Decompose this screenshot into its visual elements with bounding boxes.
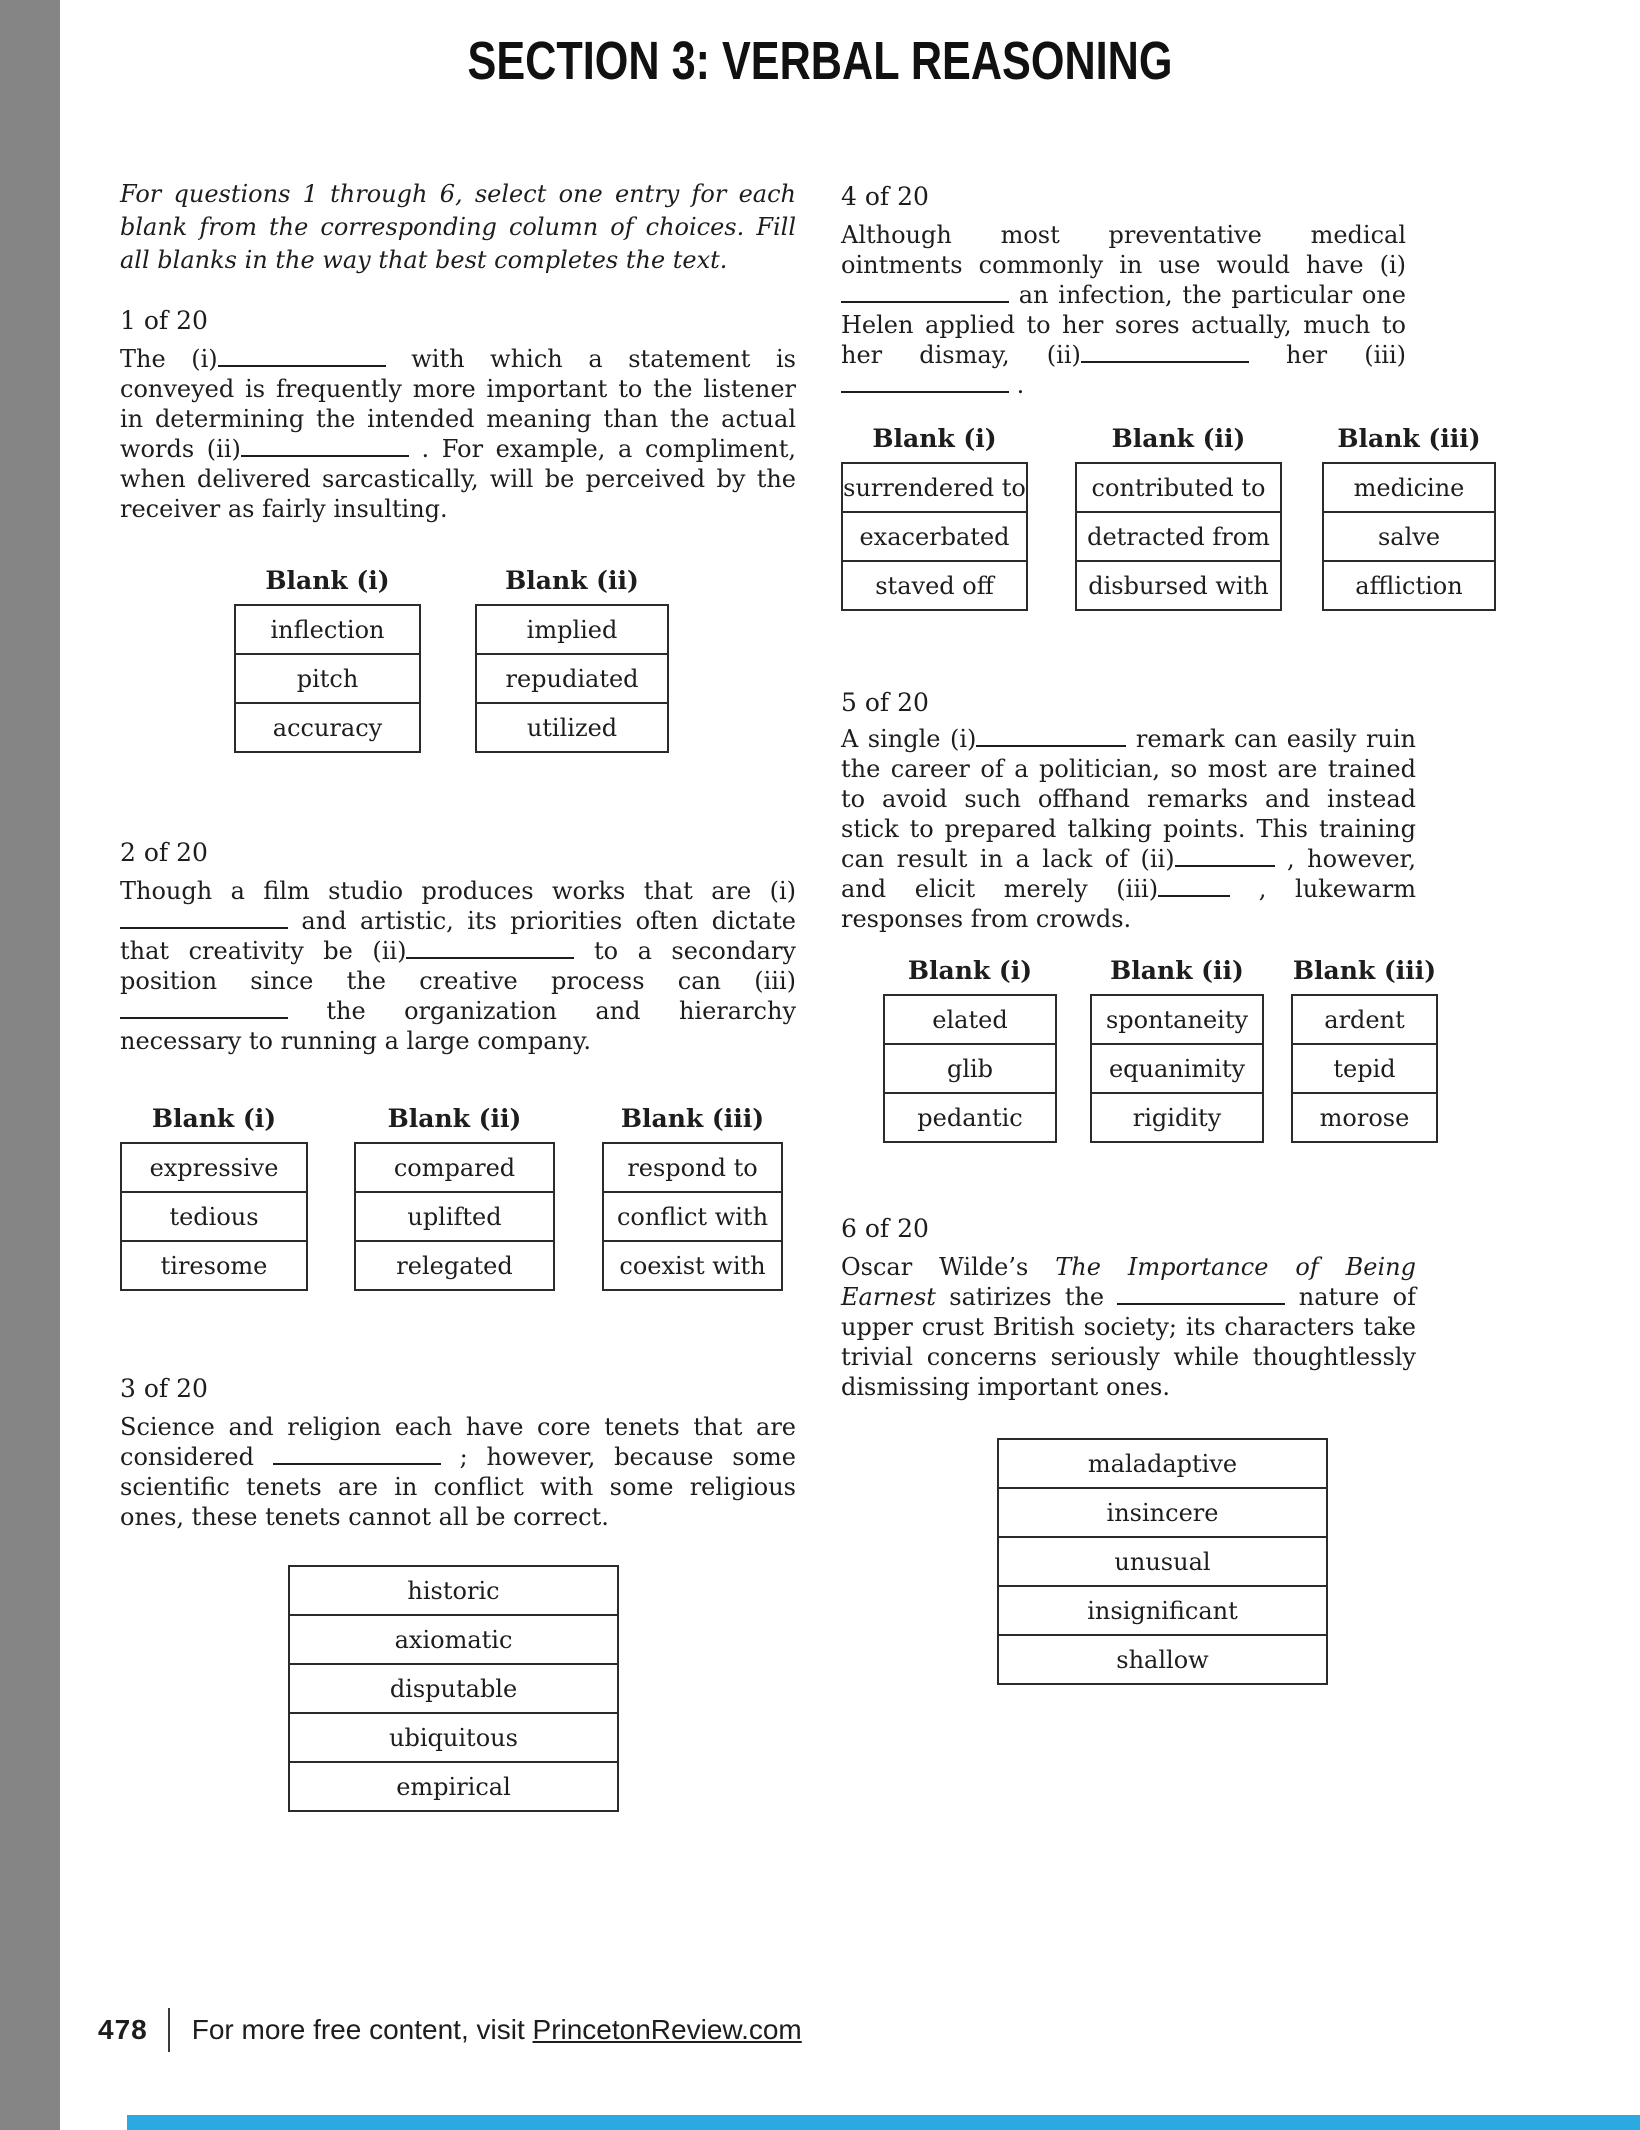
- option-cell: relegated: [356, 1240, 553, 1289]
- answer-blank: [406, 937, 574, 959]
- option-cell: expressive: [149, 1153, 279, 1182]
- blank-column-header: Blank (iii): [1292, 956, 1437, 985]
- option-cell: elated: [932, 1005, 1008, 1034]
- answer-blank: [1117, 1283, 1285, 1305]
- question-4-seg3: her (iii): [1248, 341, 1406, 369]
- option-cell: accuracy: [236, 702, 419, 751]
- question-5-seg4: , lukewarm responses from crowds.: [841, 875, 1416, 933]
- question-6-seg2: satirizes the: [935, 1283, 1118, 1311]
- question-4-blank-tables: [841, 424, 1496, 611]
- blank-column-i: [234, 566, 421, 753]
- option-cell: utilized: [477, 702, 667, 751]
- option-cell: tepid: [1293, 1043, 1436, 1092]
- options-table: [602, 1142, 783, 1291]
- option-cell: glib: [885, 1043, 1055, 1092]
- question-5-seg1: A single (i): [841, 725, 977, 753]
- question-2-body: [120, 876, 796, 1056]
- blank-column-header: Blank (ii): [1111, 424, 1246, 453]
- options-table: [1075, 462, 1282, 611]
- answer-blank: [976, 725, 1126, 747]
- option-cell: exacerbated: [843, 511, 1026, 560]
- footer-link[interactable]: PrincetonReview.com: [532, 2014, 802, 2045]
- left-gray-margin-bar: [0, 0, 60, 2130]
- option-cell: tedious: [122, 1191, 306, 1240]
- options-table: [883, 994, 1057, 1143]
- option-cell: pedantic: [885, 1092, 1055, 1141]
- option-cell: shallow: [999, 1634, 1326, 1683]
- blank-column-header: Blank (i): [151, 1104, 277, 1133]
- question-1-body: [120, 344, 796, 524]
- option-cell: repudiated: [477, 653, 667, 702]
- question-4-body: [841, 220, 1406, 400]
- question-1-number: 1 of 20: [120, 306, 208, 335]
- option-cell: affliction: [1324, 560, 1494, 609]
- option-cell: maladaptive: [1087, 1449, 1238, 1478]
- footer-divider: [168, 2008, 170, 2052]
- question-3-number: 3 of 20: [120, 1374, 208, 1403]
- option-cell: rigidity: [1092, 1092, 1262, 1141]
- question-5-number: 5 of 20: [841, 688, 929, 717]
- option-cell: compared: [393, 1153, 516, 1182]
- options-table: [234, 604, 421, 753]
- blank-column-header: Blank (i): [872, 424, 997, 453]
- option-cell: disputable: [290, 1663, 617, 1712]
- option-cell: tiresome: [122, 1240, 306, 1289]
- footer: [98, 2008, 802, 2052]
- option-cell: contributed to: [1091, 473, 1266, 502]
- answer-blank: [1081, 341, 1249, 363]
- answer-blank: [273, 1443, 441, 1465]
- answer-blank: [120, 997, 288, 1019]
- answer-blank: [241, 435, 409, 457]
- question-2-seg2: and artistic, its priorities often dictate that creativity be (ii): [120, 907, 796, 965]
- option-cell: surrendered to: [843, 473, 1026, 502]
- question-4-seg1: Although most preventative medical ointments commonly in use would have (i): [841, 221, 1406, 279]
- book-title-italic: The Importance of Being Earnest: [841, 1253, 1416, 1311]
- answer-blank: [841, 371, 1009, 393]
- blank-column-header: Blank (ii): [387, 1104, 522, 1133]
- blank-column-header: Blank (i): [265, 566, 390, 595]
- question-1-seg1: The (i): [120, 345, 218, 373]
- question-5-seg2: remark can easily ruin the career of a politician, so most are trained to avoid such offhand remarks and instead stick to prepared talking points. This training can result in a lack of (ii): [841, 725, 1417, 873]
- question-5-seg3: , however, and elicit merely (iii): [841, 845, 1416, 903]
- option-cell: historic: [407, 1576, 500, 1605]
- question-1-blank-tables: [120, 566, 669, 753]
- option-cell: insignificant: [999, 1585, 1326, 1634]
- options-table: [1291, 994, 1438, 1143]
- question-1-seg2: with which a statement is conveyed is frequently more important to the listener in determining the intended meaning than the actual words (ii): [120, 345, 796, 463]
- blank-column-ii: [1075, 424, 1282, 611]
- question-6-seg3: nature of upper crust British society; its characters take trivial concerns seriously while thoughtlessly dismissing important ones.: [841, 1283, 1416, 1401]
- blank-column-i: [120, 1104, 308, 1291]
- answer-blank: [841, 281, 1009, 303]
- option-cell: coexist with: [604, 1240, 781, 1289]
- question-6-seg1: Oscar Wilde’s: [841, 1253, 1056, 1281]
- options-table: [1090, 994, 1264, 1143]
- option-cell: ardent: [1324, 1005, 1405, 1034]
- question-5-body: [841, 724, 1416, 934]
- option-cell: respond to: [627, 1153, 758, 1182]
- option-cell: pitch: [236, 653, 419, 702]
- bottom-accent-bar: [127, 2115, 1640, 2130]
- blank-column-i: [841, 424, 1028, 611]
- question-6-options-table: [997, 1438, 1328, 1685]
- option-cell: implied: [526, 615, 618, 644]
- option-cell: empirical: [290, 1761, 617, 1810]
- blank-column-ii: [475, 566, 669, 753]
- question-2-seg1: Though a film studio produces works that are (i): [120, 877, 796, 905]
- question-2-blank-tables: [120, 1104, 783, 1291]
- answer-blank: [120, 907, 288, 929]
- option-cell: axiomatic: [290, 1614, 617, 1663]
- blank-column-header: Blank (iii): [1337, 424, 1481, 453]
- option-cell: unusual: [999, 1536, 1326, 1585]
- question-3-options-table: [288, 1565, 619, 1812]
- question-2-number: 2 of 20: [120, 838, 208, 867]
- option-cell: insincere: [999, 1487, 1326, 1536]
- answer-blank: [218, 345, 386, 367]
- option-cell: equanimity: [1092, 1043, 1262, 1092]
- option-cell: morose: [1293, 1092, 1436, 1141]
- question-4-seg4: .: [1009, 371, 1025, 399]
- options-table: [841, 462, 1028, 611]
- option-cell: staved off: [843, 560, 1026, 609]
- option-cell: disbursed with: [1077, 560, 1280, 609]
- option-cell: ubiquitous: [290, 1712, 617, 1761]
- option-cell: medicine: [1353, 473, 1465, 502]
- option-cell: spontaneity: [1105, 1005, 1249, 1034]
- question-1-seg3: . For example, a compliment, when delivered sarcastically, will be perceived by the receiver as fairly insulting.: [120, 435, 797, 523]
- blank-column-ii: [354, 1104, 555, 1291]
- question-4-seg2: an infection, the particular one Helen applied to her sores actually, much to her dismay, (ii): [841, 281, 1406, 369]
- blank-column-iii: [1322, 424, 1496, 611]
- question-6-body: [841, 1252, 1416, 1402]
- question-3-seg2: ; however, because some scientific tenets are in conflict with some religious ones, these tenets cannot all be correct.: [120, 1443, 797, 1531]
- options-table: [1322, 462, 1496, 611]
- question-3-seg1: Science and religion each have core tenets that are considered: [120, 1413, 796, 1471]
- blank-column-header: Blank (ii): [505, 566, 639, 595]
- blank-column-iii: [1291, 956, 1438, 1143]
- question-4-number: 4 of 20: [841, 182, 929, 211]
- question-6-number: 6 of 20: [841, 1214, 929, 1243]
- page-number: 478: [98, 2014, 148, 2045]
- option-cell: detracted from: [1077, 511, 1280, 560]
- footer-text: For more free content, visit: [191, 2014, 525, 2045]
- section-title: SECTION 3: VERBAL REASONING: [467, 31, 1173, 91]
- blank-column-header: Blank (ii): [1110, 956, 1244, 985]
- options-table: [354, 1142, 555, 1291]
- blank-column-ii: [1090, 956, 1264, 1143]
- answer-blank: [1158, 875, 1230, 897]
- blank-column-header: Blank (i): [907, 956, 1033, 985]
- option-cell: inflection: [270, 615, 385, 644]
- instructions-text: For questions 1 through 6, select one entry for each blank from the corresponding column of choices. Fill all blanks in the way that best completes the text.: [120, 180, 796, 274]
- question-5-blank-tables: [841, 956, 1438, 1143]
- options-table: [475, 604, 669, 753]
- blank-column-iii: [602, 1104, 783, 1291]
- option-cell: conflict with: [604, 1191, 781, 1240]
- blank-column-i: [883, 956, 1057, 1143]
- question-3-body: [120, 1412, 796, 1532]
- blank-column-header: Blank (iii): [620, 1104, 765, 1133]
- answer-blank: [1175, 845, 1275, 867]
- option-cell: uplifted: [356, 1191, 553, 1240]
- option-cell: salve: [1324, 511, 1494, 560]
- question-2-seg3: to a secondary position since the creative process can (iii): [120, 937, 796, 995]
- options-table: [120, 1142, 308, 1291]
- question-2-seg4: the organization and hierarchy necessary to running a large company.: [120, 997, 796, 1055]
